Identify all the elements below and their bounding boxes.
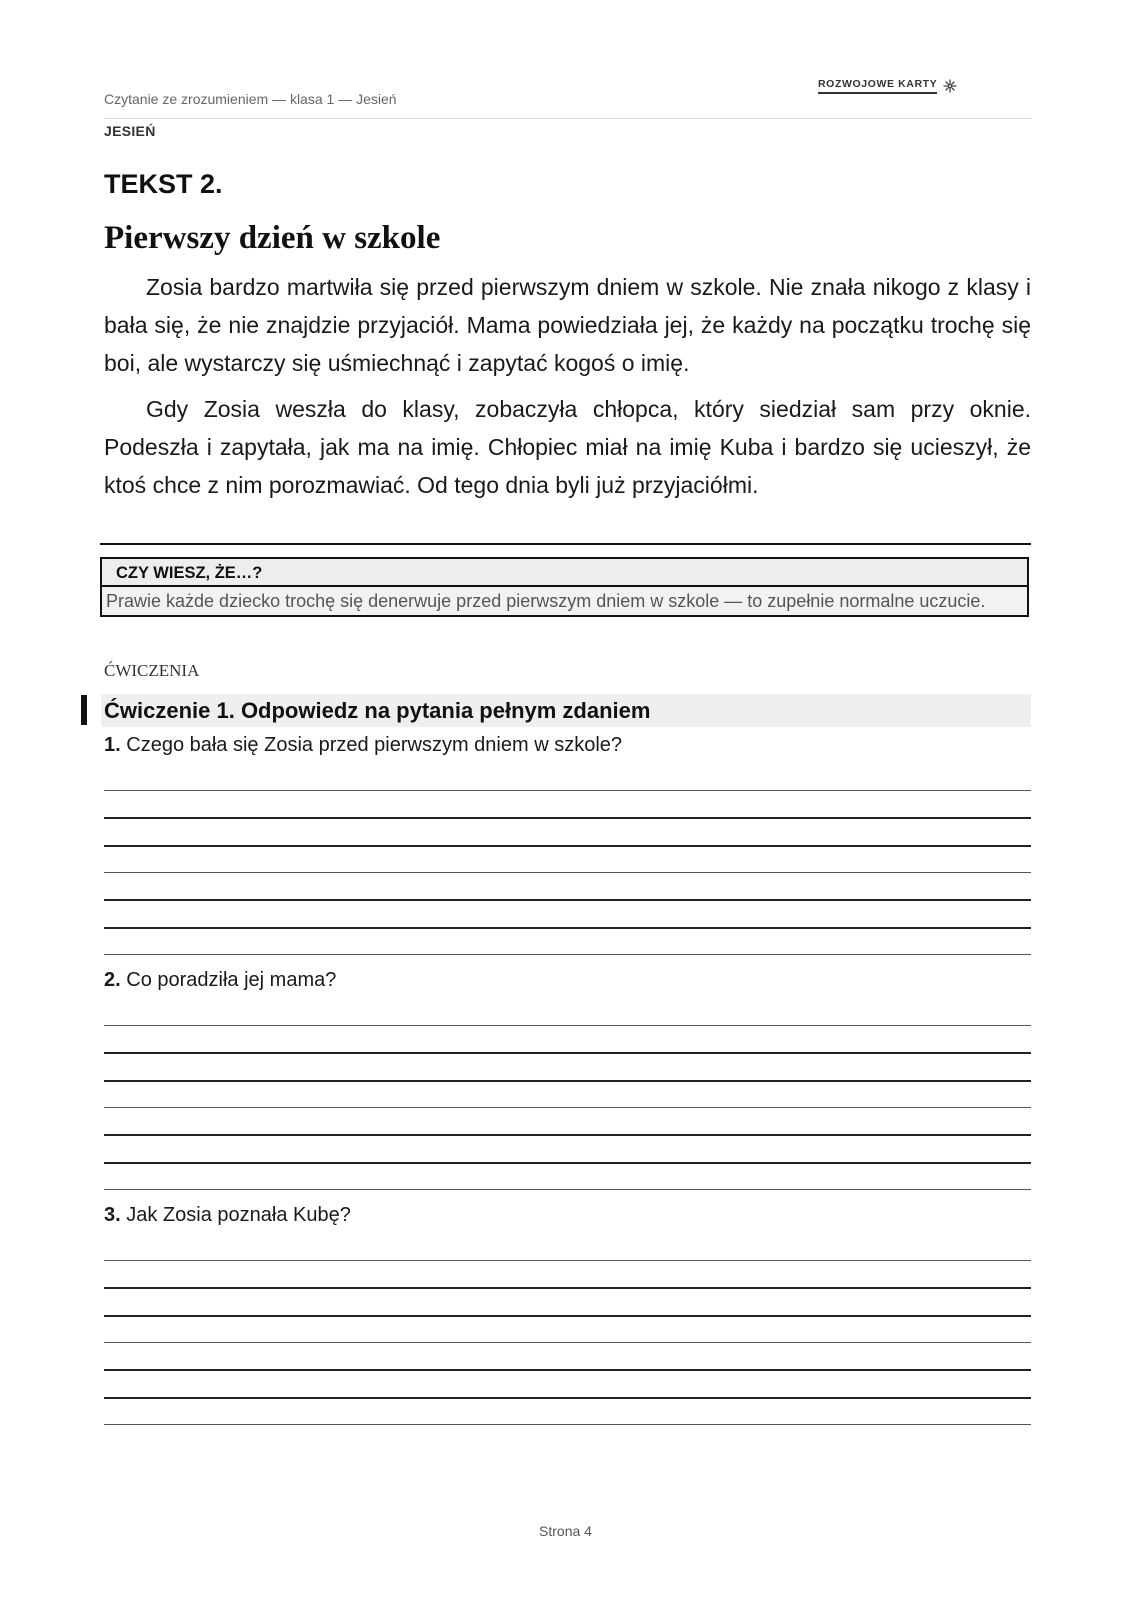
story-title: Pierwszy dzień w szkole <box>104 220 441 256</box>
header-divider <box>104 118 1031 119</box>
answer-line[interactable] <box>104 1260 1031 1261</box>
story-paragraph: Zosia bardzo martwiła się przed pierwszym dniem w szkole. Nie znała nikogo z klasy i bała się, że nie znajdzie przyjaciół. Mama powiedziała jej, że każdy na początku trochę się boi, ale wystarczy się uśmiechnąć i zapytać kogoś o imię. <box>104 274 1031 376</box>
answer-line[interactable] <box>104 1134 1031 1136</box>
section-divider <box>100 543 1031 545</box>
question-number: 2. <box>104 969 121 991</box>
brand-name: ROZWOJOWE KARTY <box>818 78 937 94</box>
exercises-label: ĆWICZENIA <box>104 661 200 680</box>
answer-line[interactable] <box>104 1369 1031 1371</box>
question-text: Co poradziła jej mama? <box>126 969 337 991</box>
page-number: Strona 4 <box>539 1523 592 1539</box>
exercise-title: Ćwiczenie 1. Odpowiedz na pytania pełnym zdaniem <box>101 694 1031 727</box>
question-number: 3. <box>104 1204 121 1226</box>
answer-line[interactable] <box>104 1315 1031 1317</box>
question-number: 1. <box>104 734 121 756</box>
did-you-know-heading: CZY WIESZ, ŻE…? <box>100 557 1029 585</box>
question-text: Jak Zosia poznała Kubę? <box>126 1204 351 1226</box>
answer-line[interactable] <box>104 1342 1031 1343</box>
question-2 <box>104 969 336 992</box>
answer-line[interactable] <box>104 1080 1031 1082</box>
answer-line[interactable] <box>104 1052 1031 1054</box>
answer-line[interactable] <box>104 1107 1031 1108</box>
sparkle-icon <box>941 77 959 95</box>
header-subject: Czytanie ze zrozumieniem — klasa 1 — Jesień <box>104 91 397 107</box>
answer-line[interactable] <box>104 790 1031 791</box>
answer-line[interactable] <box>104 1397 1031 1399</box>
answer-line[interactable] <box>104 1424 1031 1425</box>
answer-line[interactable] <box>104 872 1031 873</box>
answer-line[interactable] <box>104 927 1031 929</box>
question-3 <box>104 1204 351 1227</box>
answer-line[interactable] <box>104 845 1031 847</box>
exercise-marker <box>81 695 87 725</box>
did-you-know-box <box>100 557 1029 617</box>
story-paragraph: Gdy Zosia weszła do klasy, zobaczyła chłopca, który siedział sam przy oknie. Podeszła i zapytała, jak ma na imię. Chłopiec miał na imię Kuba i bardzo się ucieszył, że ktoś chce z nim porozmawiać. Od tego dnia byli już przyjaciółmi. <box>104 396 1031 498</box>
answer-line[interactable] <box>104 1189 1031 1190</box>
brand-logo <box>818 77 959 95</box>
section-label: JESIEŃ <box>104 123 156 139</box>
story-body <box>104 268 1031 512</box>
text-number: TEKST 2. <box>104 169 223 199</box>
answer-line[interactable] <box>104 899 1031 901</box>
answer-line[interactable] <box>104 954 1031 955</box>
answer-line[interactable] <box>104 1162 1031 1164</box>
question-text: Czego bała się Zosia przed pierwszym dniem w szkole? <box>126 734 623 756</box>
answer-line[interactable] <box>104 1287 1031 1289</box>
question-1 <box>104 734 622 757</box>
answer-line[interactable] <box>104 817 1031 819</box>
answer-line[interactable] <box>104 1025 1031 1026</box>
did-you-know-text: Prawie każde dziecko trochę się denerwuje przed pierwszym dniem w szkole — to zupełnie normalne uczucie. <box>100 585 1029 617</box>
